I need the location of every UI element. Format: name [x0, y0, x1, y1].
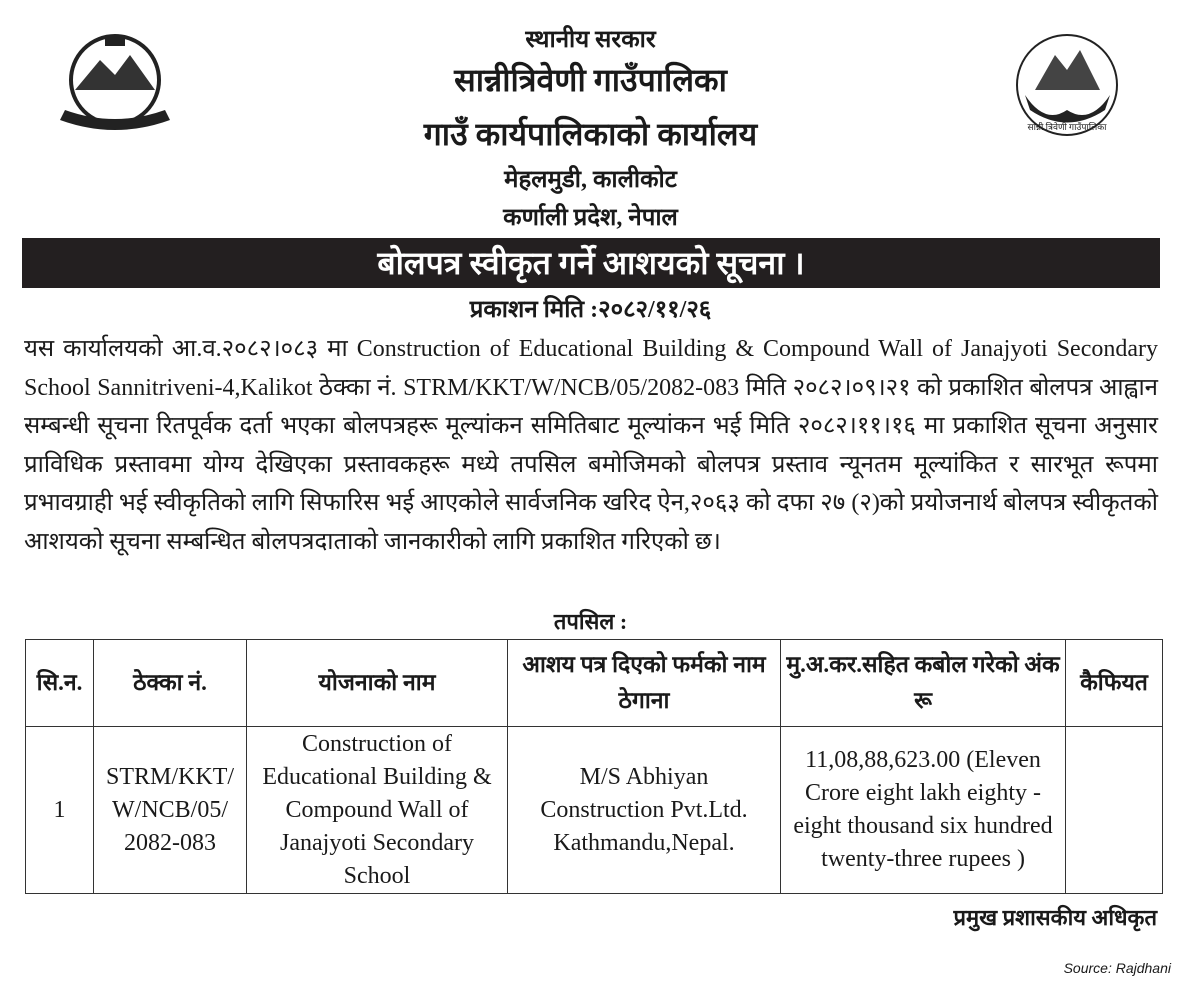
- details-label: तपसिल :: [553, 609, 628, 634]
- cell-contract-no: STRM/KKT/ W/NCB/05/ 2082-083: [94, 727, 247, 894]
- col-remarks: कैफियत: [1066, 640, 1163, 727]
- signatory: प्रमुख प्रशासकीय अधिकृत: [953, 905, 1157, 930]
- col-project: योजनाको नाम: [247, 640, 508, 727]
- office-name: गाउँ कार्यपालिकाको कार्यालय: [423, 116, 758, 152]
- notice-title-banner: बोलपत्र स्वीकृत गर्ने आशयको सूचना ।: [22, 238, 1160, 288]
- cell-amount: 11,08,88,623.00 (Eleven Crore eight lakh eighty -eight thousand six hundred twenty-three rupees ): [781, 727, 1066, 894]
- publication-date: प्रकाशन मिति :२०८२/११/२६: [469, 297, 712, 323]
- cell-firm: M/S Abhiyan Construction Pvt.Ltd. Kathmandu,Nepal.: [508, 727, 781, 894]
- col-contract-no: ठेक्का नं.: [94, 640, 247, 727]
- cell-remarks: [1066, 727, 1163, 894]
- notice-body: यस कार्यालयको आ.व.२०८२।०८३ मा Construction of Educational Building & Compound Wall of Janajyoti Secondary School Sannitriveni-4,Kalikot ठेक्का नं. STRM/KKT/W/NCB/05/2082-083 मिति २०८२।०९।२१ को प्रकाशित बोलपत्र आह्वान सम्बन्धी सूचना रितपूर्वक दर्ता भएका बोलपत्रहरू मूल्यांकन समितिबाट मूल्यांकन भई मिति २०८२।११।१६ मा प्रकाशित सूचना अनुसार प्राविधिक प्रस्तावमा योग्य देखिएका प्रस्तावकहरू मध्ये तपसिल बमोजिमको बोलपत्र प्रस्ताव न्यूनतम मूल्यांकित र सारभूत रूपमा प्रभावग्राही भई स्वीकृतिको लागि सिफारिस भई आएकोले सार्वजनिक खरिद ऐन,२०६३ को दफा २७ (२)को प्रयोजनार्थ बोलपत्र स्वीकृतको आशयको सूचना सम्बन्धित बोलपत्रदाताको जानकारीको लागि प्रकाशित गरिएको छ।: [24, 336, 1158, 555]
- col-sn: सि.न.: [26, 640, 94, 727]
- cell-project: Construction of Educational Building & Compound Wall of Janajyoti Secondary School: [247, 727, 508, 894]
- header-line-1: स्थानीय सरकार: [525, 27, 656, 53]
- table-header-row: [26, 640, 1163, 727]
- svg-text:सान्नी त्रिवेणी गाउँपालिका: सान्नी त्रिवेणी गाउँपालिका: [1027, 122, 1107, 132]
- table-row: [26, 727, 1163, 894]
- bid-table: [25, 639, 1163, 894]
- municipality-name: सान्नीत्रिवेणी गाउँपालिका: [454, 62, 727, 98]
- province-line: कर्णाली प्रदेश, नेपाल: [503, 205, 678, 231]
- col-firm: आशय पत्र दिएको फर्मको नाम ठेगाना: [508, 640, 781, 727]
- col-amount: मु.अ.कर.सहित कबोल गरेको अंक रू: [781, 640, 1066, 727]
- cell-sn: 1: [26, 727, 94, 894]
- address-line: मेहलमुडी, कालीकोट: [504, 167, 677, 193]
- source-credit: Source: Rajdhani: [1063, 960, 1171, 976]
